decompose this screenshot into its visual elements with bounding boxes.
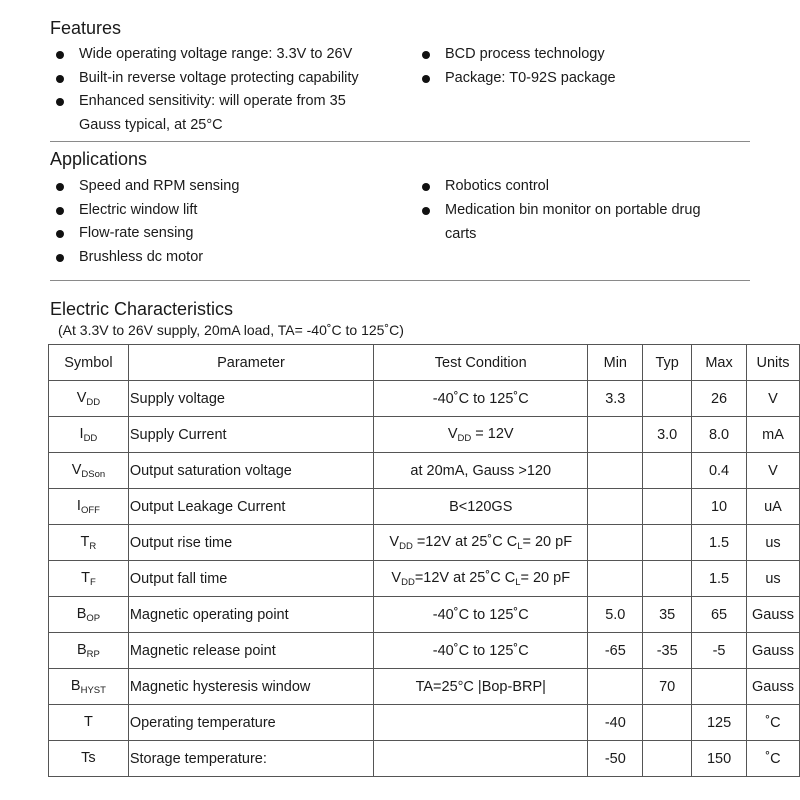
units-cell: mA [746,417,799,453]
symbol-cell: Ts [49,741,129,777]
symbol-cell: $B_{OP}$ [49,597,129,633]
parameter-cell: Output rise time [128,525,373,561]
units-cell: Gauss [746,597,799,633]
typ-cell [643,381,692,417]
features-heading: Features [50,18,122,38]
min-cell [588,669,643,705]
bullet-icon [422,75,430,83]
units-cell: V [746,381,799,417]
table-row [49,705,800,741]
parameter-cell: Magnetic release point [128,633,373,669]
symbol-cell: $V_{DD}$ [49,381,129,417]
feature-item: Built-in reverse voltage protecting capability [79,67,359,91]
condition-cell: $V_{DD} =12V$ at 25˚C $C_L= 20$ pF [374,525,588,561]
min-cell [588,489,643,525]
min-cell: -40 [588,705,643,741]
bullet-icon [422,51,430,59]
condition-cell: $V_{DD} = 12V$ [374,417,588,453]
application-item: Speed and RPM sensing [79,175,239,199]
units-cell: Gauss [746,633,799,669]
electric-characteristics-heading: Electric Characteristics [50,299,234,319]
min-cell [588,453,643,489]
parameter-cell: Magnetic hysteresis window [128,669,373,705]
table-row [49,669,800,705]
min-cell [588,561,643,597]
max-cell: -5 [692,633,747,669]
symbol-cell: $T_F$ [49,561,129,597]
units-cell: us [746,561,799,597]
condition-cell: B<120GS [374,489,588,525]
condition-cell [374,741,588,777]
condition-cell: TA=25°C |Bop-BRP| [374,669,588,705]
typ-cell [643,561,692,597]
units-cell: uA [746,489,799,525]
condition-cell: $V_{DD}=12V$ at 25˚C $C_L= 20$ pF [374,561,588,597]
units-cell: Gauss [746,669,799,705]
max-cell: 10 [692,489,747,525]
feature-item: BCD process technology [445,43,605,67]
symbol-cell: $I_{DD}$ [49,417,129,453]
min-cell [588,525,643,561]
bullet-icon [56,230,64,238]
max-cell: 1.5 [692,525,747,561]
applications-heading: Applications [50,149,148,169]
column-header: Max [692,345,747,381]
max-cell [692,669,747,705]
table-header-row [49,345,800,381]
condition-cell [374,705,588,741]
symbol-cell: $V_{DSon}$ [49,453,129,489]
symbol-cell: $I_{OFF}$ [49,489,129,525]
typ-cell [643,705,692,741]
bullet-icon [56,254,64,262]
table-row [49,525,800,561]
typ-cell [643,453,692,489]
typ-cell: 35 [643,597,692,633]
table-row [49,417,800,453]
application-item: Electric window lift [79,199,197,223]
typ-cell [643,525,692,561]
parameter-cell: Supply voltage [128,381,373,417]
table-row [49,489,800,525]
max-cell: 65 [692,597,747,633]
table-row [49,597,800,633]
typ-cell: 3.0 [643,417,692,453]
application-item: Flow-rate sensing [79,222,193,246]
max-cell: 8.0 [692,417,747,453]
symbol-cell: $B_{HYST}$ [49,669,129,705]
typ-cell: 70 [643,669,692,705]
bullet-icon [422,207,430,215]
parameter-cell: Output fall time [128,561,373,597]
parameter-cell: Storage temperature: [128,741,373,777]
condition-cell: -40˚C to 125˚C [374,381,588,417]
section-divider [50,280,750,281]
section-divider [50,141,750,142]
bullet-icon [56,51,64,59]
parameter-cell: Operating temperature [128,705,373,741]
max-cell: 1.5 [692,561,747,597]
table-row [49,381,800,417]
bullet-icon [56,207,64,215]
application-item: Medication bin monitor on portable drug carts [445,199,730,246]
parameter-cell: Output saturation voltage [128,453,373,489]
parameter-cell: Magnetic operating point [128,597,373,633]
units-cell: ˚C [746,705,799,741]
units-cell: us [746,525,799,561]
feature-item: Wide operating voltage range: 3.3V to 26V [79,43,352,67]
typ-cell [643,489,692,525]
parameter-cell: Output Leakage Current [128,489,373,525]
condition-cell: at 20mA, Gauss >120 [374,453,588,489]
bullet-icon [56,75,64,83]
max-cell: 150 [692,741,747,777]
bullet-icon [56,98,64,106]
min-cell: -65 [588,633,643,669]
feature-item: Enhanced sensitivity: will operate from 35 Gauss typical, at 25°C [79,90,379,137]
test-conditions-note: (At 3.3V to 26V supply, 20mA load, TA= -40˚C to 125˚C) [58,322,404,338]
bullet-icon [422,183,430,191]
column-header: Test Condition [374,345,588,381]
min-cell: 3.3 [588,381,643,417]
min-cell: -50 [588,741,643,777]
typ-cell: -35 [643,633,692,669]
max-cell: 125 [692,705,747,741]
symbol-cell: $T_R$ [49,525,129,561]
min-cell: 5.0 [588,597,643,633]
bullet-icon [56,183,64,191]
electric-characteristics-table [48,344,800,777]
table-row [49,741,800,777]
table-row [49,453,800,489]
condition-cell: -40˚C to 125˚C [374,597,588,633]
column-header: Symbol [49,345,129,381]
table-row [49,633,800,669]
condition-cell: -40˚C to 125˚C [374,633,588,669]
symbol-cell: $B_{RP}$ [49,633,129,669]
min-cell [588,417,643,453]
application-item: Brushless dc motor [79,246,203,270]
column-header: Parameter [128,345,373,381]
typ-cell [643,741,692,777]
feature-item: Package: T0-92S package [445,67,616,91]
units-cell: ˚C [746,741,799,777]
application-item: Robotics control [445,175,549,199]
units-cell: V [746,453,799,489]
column-header: Min [588,345,643,381]
max-cell: 26 [692,381,747,417]
column-header: Units [746,345,799,381]
symbol-cell: T [49,705,129,741]
max-cell: 0.4 [692,453,747,489]
column-header: Typ [643,345,692,381]
parameter-cell: Supply Current [128,417,373,453]
table-row [49,561,800,597]
